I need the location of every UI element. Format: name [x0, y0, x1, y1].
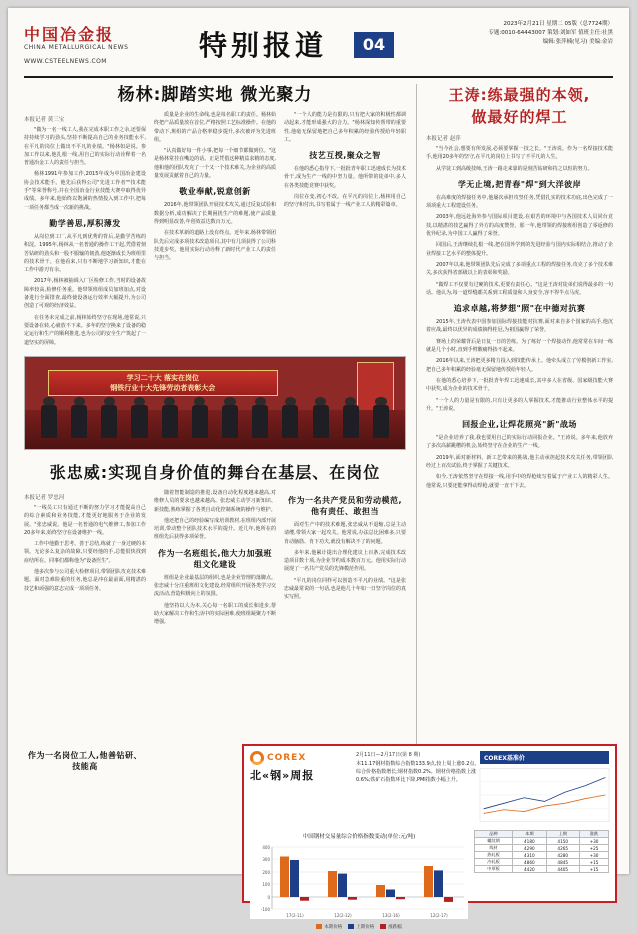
photo-person — [70, 397, 87, 437]
table-row — [475, 866, 609, 873]
paragraph: "是企业培养了我,我也要用自己的实际行动回报企业。"王涛说。多年来,他放弃了多次高薪跳槽的机会,始终坚守在企业的生产一线。 — [426, 435, 613, 450]
svg-text:100: 100 — [262, 882, 270, 887]
corex-panel-title: 北«钢»周报 — [250, 769, 315, 782]
paragraph: 回国后,王涛继续扎根一线,把在国外学到的先进经验与国内实际相结合,推动了企业焊接工艺水平的整体提升。 — [426, 242, 613, 257]
table-header-cell: 上期 — [546, 831, 579, 838]
svg-text:200: 200 — [262, 870, 270, 875]
publication-info — [488, 20, 613, 47]
paragraph: 多年来,他累计提出合理化建议上百条,完成技术改造项目数十项,为企业节约成本数百万元。他用实际行动展现了一名共产党员的先锋模范作用。 — [284, 549, 406, 573]
paragraph: 如今,王涛依然坚守在焊接一线,用手中的焊枪续写着属于产业工人的精彩人生。他常说,只要还能拿得动焊枪,就要一直干下去。 — [426, 474, 613, 489]
svg-text:0: 0 — [267, 895, 270, 900]
paragraph: 班组是企业最基层的组织,也是企业管理的落脚点。张忠威十分注重班组文化建设,经常组织开展各类学习交流活动,营造积极向上的氛围。 — [154, 574, 276, 598]
table-row — [475, 838, 609, 845]
pub-info-line-3: 编辑:张萍楠(见习) 美编:金岩 — [542, 39, 613, 45]
table-cell: 中厚板 — [475, 866, 513, 873]
table-cell: +15 — [579, 859, 608, 866]
corex-panel-header — [244, 746, 615, 830]
article-wang-subhead-3: 回报企业,让焊花照亮"新"战场 — [462, 420, 577, 430]
article-wang-subhead-1: 学无止境,把青春"焊"到大洋彼岸 — [457, 179, 582, 189]
photo-person — [342, 397, 359, 437]
table-header-cell: 品种 — [475, 831, 513, 838]
paragraph: 在他的悉心培养下,一批批青年焊工迅速成长,其中多人在省级、国家级技能大赛中获奖,成为企业的技术骨干。 — [426, 377, 613, 393]
paragraph: 他还把自己的经验编写成培训教材,在班组内部开展培训,带动整个团队技术水平的提升。近几年,他所在的班组先后获得多项荣誉。 — [154, 517, 276, 541]
article-wang-subhead-2: 追求卓越,将梦想"照"在中德对抗赛 — [453, 304, 586, 314]
article-yanglin-subhead-2: 敬业奉献,锐意创新 — [179, 187, 251, 197]
page-number-badge: 04 — [354, 32, 394, 58]
table-cell: 4280 — [546, 852, 579, 859]
paragraph: 从岗位到工厂,从平凡到优秀的背后,是勤学苦练的积淀。1995年,杨林从一名普通的操作工干起,凭借着刻苦钻研的劲头和一股不服输的韧劲,他逐渐成长为班组里的技术骨干。在他看来,只有不断地学习新知识,才能在工作中游刃有余。 — [24, 233, 146, 274]
corex-price-table — [474, 830, 609, 930]
table-cell: 螺纹钢 — [475, 838, 513, 845]
article-zhang-title: 张忠威:实现自身价值的舞台在基层、在岗位 — [49, 463, 381, 482]
photo-banner-text: 学习二十大 落实在岗位 钢铁行业十大先锋劳动者表彰大会 — [48, 370, 278, 396]
newspaper-page — [8, 8, 629, 930]
corex-logo — [250, 751, 354, 765]
table-row — [475, 859, 609, 866]
photo-person — [221, 397, 238, 437]
paragraph: 在他的悉心指导下,一批批青年职工迅速成长为技术骨干,成为生产一线的中坚力量。他所带的徒弟中,多人在各类技能竞赛中获奖。 — [284, 166, 406, 189]
publication-website: WWW.CSTEELNEWS.COM — [24, 58, 107, 65]
article-wangtao — [426, 84, 613, 493]
corex-line-chart — [480, 766, 609, 828]
svg-text:-100: -100 — [260, 907, 270, 912]
article-wang-title-line1: 王涛:练最强的本领, — [448, 86, 591, 104]
article-yanglin-subhead-1: 勤学善思,厚积薄发 — [49, 218, 121, 228]
table-header-cell: 涨跌 — [579, 831, 608, 838]
table-cell: 4860 — [513, 859, 546, 866]
paragraph: 质量是企业的生命线,也是每名职工的责任。杨林始终把产品质量放在首位,严格按照工艺标准操作。在他的带动下,班组的产品合格率稳步提升,多次被评为先进班组。 — [154, 112, 276, 143]
svg-text:400: 400 — [262, 845, 270, 850]
paragraph: "一个人的力量是有限的,只有让更多的人掌握技术,才能推动行业整体水平的提升。"王涛说。 — [426, 397, 613, 412]
svg-text:12(2-17): 12(2-17) — [430, 913, 448, 918]
article-photo — [24, 356, 406, 450]
table-cell: 热轧板 — [475, 852, 513, 859]
paragraph: 2007年以来,他带领团队先后完成了多项重点工程的焊接任务,攻克了多个技术难关,多次获得省部级以上的表彰和奖励。 — [426, 261, 613, 277]
table-cell: 4290 — [513, 845, 546, 852]
paragraph: "认真做好每一件小事,把每一个细节都做到位。"这是杨林常挂在嘴边的话。正是凭借这种精益求精的态度,他和他的团队攻克了一个又一个技术难关,为企业的高质量发展贡献着自己的力量。 — [154, 148, 276, 180]
paragraph: 在任务未完成之前,杨林始终坚守在现场,他常说,只要设备在转,心就放不下来。多年的坚守换来了设备的稳定运行和生产的顺利推进,也为公司的安全生产筑起了一道坚实的屏障。 — [24, 314, 146, 346]
paragraph: 在技术革新的道路上没有终点。近年来,杨林带领团队先后完成多项技术改造项目,其中有几项获得了公司科技进步奖。他用实际行动诠释了新时代产业工人的责任与担当。 — [154, 230, 276, 262]
svg-text:13(2-16): 13(2-16) — [382, 913, 400, 918]
paragraph: "一个人的能力是有限的,只有把大家的积极性都调动起来,才能形成强大的合力。"杨林深知传帮带的重要性,他毫无保留地把自己多年积累的经验传授给年轻职工。 — [284, 112, 406, 143]
corex-summary: 本11.17钢材指数综合指数133.9点,较上周上涨0.2点,综合价格指数增长;钢材指数0.2%。钢材价格指数上涨0.6%;铁矿石指数环比下降,PMI指数小幅上升。 — [356, 761, 476, 783]
photo-person — [131, 397, 148, 437]
photo-person — [252, 397, 269, 437]
photo-people-row — [40, 397, 390, 437]
paragraph: "做焊工不仅要有过硬的技术,更要有责任心。"这是王涛对徒弟们说得最多的一句话。他认为,每一道焊缝都关系到工程质量和人身安全,容不得半点马虎。 — [426, 281, 613, 296]
paragraph: 岗位在变,初心不改。在平凡的岗位上,杨林用自己的坚守和付出,书写着属于一线产业工人的精彩篇章。 — [284, 194, 406, 209]
corex-logo-icon — [250, 751, 264, 765]
paragraph: 2017年,杨林被抽调入厂区检修工作,当时的设备故障率较高,检修任务重。他带领班组成员加班加点,对设备进行全面排查,最终使设备运行效率大幅提升,为公司创造了可观的经济效益。 — [24, 278, 146, 310]
paragraph: 2015年,王涛代表中国参加国际焊接技能对抗赛,面对来自多个国家的高手,他沉着应战,最终以优异的成绩摘得桂冠,为祖国赢得了荣誉。 — [426, 319, 613, 334]
paragraph: 他坚持以人为本,关心每一名职工的成长和进步,帮助大家解决工作和生活中的实际困难,使班组凝聚力不断增强。 — [154, 602, 276, 626]
article-zhang-byline: 本报记者 罗忠河 — [24, 495, 65, 501]
table-cell: 4265 — [546, 845, 579, 852]
publication-logo-cn: 中国冶金报 — [24, 25, 115, 44]
table-cell: +25 — [579, 845, 608, 852]
legend-item: 本期价格 — [316, 924, 342, 930]
paragraph: 面对生产中的技术难题,张忠威从不退缩,总是主动请缨,带领大家一起攻关。他常说,办法总比困难多,只要肯动脑筋、肯下功夫,就没有解决不了的问题。 — [284, 522, 406, 545]
corex-date-range: 2月11日—2月17日(第 8 期) — [356, 752, 421, 758]
corex-logo-text: COREX — [267, 753, 307, 763]
article-yanglin-title: 杨林:脚踏实地 微光聚力 — [117, 85, 313, 105]
masthead — [24, 18, 613, 78]
table-cell: 4405 — [546, 866, 579, 873]
corex-weekly-panel — [242, 744, 617, 930]
photo-person — [161, 397, 178, 437]
photo-person — [312, 397, 329, 437]
article-yanglin — [24, 84, 406, 450]
article-wang-title-line2: 做最好的焊工 — [471, 108, 568, 126]
paragraph: 2016年以来,王涛把更多精力投入到技能传承上。他牵头成立了劳模创新工作室,把自己多年积累的经验毫无保留地传授给年轻人。 — [426, 358, 613, 373]
article-zhangzhongwei — [24, 462, 406, 776]
svg-text:12(2-12): 12(2-12) — [334, 913, 352, 918]
table-cell: 冷轧板 — [475, 859, 513, 866]
line-chart-svg — [480, 766, 609, 824]
paragraph: 杨林1991年参加工作,2015年成为中国冶金建设协会技术能手。他先后获得公司"先进工作者""技术能手"等荣誉称号,并在全国冶金行业技能大赛中取得优异成绩。多年来,他始终以饱满的热情投入到工作中,把每一项任务都当成一次新的挑战。 — [24, 171, 146, 211]
pub-info-line-2: 专题:0010-64443007 策划:刘如军 值班主任:社黑 — [488, 30, 613, 36]
table-cell: +30 — [579, 852, 608, 859]
article-zhang-subhead-2: 作为一名岗位工人,他善钻研、技能高 — [27, 750, 143, 771]
bar-chart-legend — [250, 924, 468, 930]
corex-benchmark-header: COREX基准价 — [480, 751, 609, 764]
paragraph: "一线员工只有通过不断的努力学习才能提高自己的综合素质和业务技能,才能更好地服务于企业的发展。"张忠威说。他是一名普通的电气维修工,参加工作20多年来,始终坚守在设备维护一线。 — [24, 505, 146, 536]
table-header-cell: 本期 — [513, 831, 546, 838]
photo-person — [40, 397, 57, 437]
table-cell: +15 — [579, 866, 608, 873]
paragraph: "做为一名一线工人,我在完成本职工作之余,还要保持持续学习的劲头,坚持不断提高自己的业务技能水平,在平凡的岗位上做出不平凡的业绩。"杨林如是说。参加工作以来,他扎根一线,用自己的实际行动诠释着一名普通冶金工人的责任与担当。 — [24, 127, 146, 167]
bar-chart-svg — [250, 841, 468, 919]
paragraph: 2003年,他远赴海外参与国际项目建设,在艰苦的环境中与各国技术人员同台竞技,以精湛的技艺赢得了外方的高度赞誉。那一年,他带领的焊接班组创造了零返修的优异纪录,为中国工人赢得了荣誉。 — [426, 214, 613, 238]
photo-person — [191, 397, 208, 437]
table-header-row — [475, 831, 609, 838]
paragraph: 随着智能制造的推进,设备自动化程度越来越高,对维修人员的要求也越来越高。张忠威主动学习新知识、新技能,熟练掌握了各类自动化控制系统的操作与维护。 — [154, 490, 276, 513]
table-cell: 4420 — [513, 866, 546, 873]
paragraph: 从学徒工到高级技师,王涛一路走来靠的是刻苦钻研和持之以恒的努力。 — [436, 165, 593, 172]
page-content — [24, 84, 613, 930]
photo-person — [372, 397, 389, 437]
paragraph: 赛场上的荣耀背后是日复一日的苦练。为了练好一个焊接动作,他常常在车间一练就是几个小时,直到手臂酸痛得抬不起来。 — [426, 338, 613, 354]
publication-logo-en: CHINA METALLURGICAL NEWS — [24, 44, 129, 51]
article-yanglin-byline: 本报记者 黄三宝 — [24, 117, 65, 123]
article-zhang-subhead-3: 作为一名共产党员和劳动模范,他有责任、敢担当 — [287, 496, 403, 516]
photo-person — [101, 397, 118, 437]
table-row — [475, 845, 609, 852]
table-cell: +30 — [579, 838, 608, 845]
bar-chart-title: 中国钢材交易量综合价格指数变动(单位:元/吨) — [302, 834, 416, 840]
article-wang-byline: 本报记者 赵萍 — [426, 136, 461, 142]
pub-info-line-1: 2023年2月21日 星期二 05版（总7724期） — [503, 21, 613, 27]
table-cell: 4180 — [513, 838, 546, 845]
photo-person — [282, 397, 299, 437]
paragraph: 2016年,他带领团队开展技术攻关,通过反复试验和数据分析,成功解决了长期困扰生产的难题,使产品质量得到明显改善,年创效益达数百万元。 — [154, 202, 276, 225]
paragraph: 他多次参与公司重大检修项目,带领团队攻克技术难题。面对急难险重的任务,他总是冲在最前面,用精湛的技艺和顽强的意志完成一项项任务。 — [24, 569, 146, 592]
article-yanglin-subhead-3: 技艺互授,聚众之智 — [309, 151, 381, 161]
svg-text:300: 300 — [262, 857, 270, 862]
paragraph: 在高难度的焊接任务中,他屡次承担攻坚任务,凭借扎实的技术功底,出色完成了一项项重大工程建设任务。 — [426, 194, 613, 210]
paragraph: 工作中他勤于思考、善于总结,练就了一身过硬的本领。无论多么复杂的故障,只要经他的手,总能很快找到症结所在。同事们都称他为"设备医生"。 — [24, 541, 146, 564]
table-cell: 线材 — [475, 845, 513, 852]
legend-item: 上期价格 — [348, 924, 374, 930]
corex-bar-chart — [250, 830, 468, 930]
paragraph: 2019年,面对新材料、新工艺带来的挑战,他主动承担起技术攻关任务,带领团队经过上百次试验,终于掌握了关键技术。 — [426, 454, 613, 470]
column-rule-1 — [416, 84, 417, 844]
table-cell: 4150 — [546, 838, 579, 845]
table-cell: 4845 — [546, 859, 579, 866]
section-title: 特别报道 — [199, 29, 328, 62]
paragraph: "平凡的岗位同样可以创造不平凡的业绩。"这是张忠威最常说的一句话,也是他几十年如一日坚守岗位的真实写照。 — [284, 577, 406, 601]
table-row — [475, 852, 609, 859]
legend-item: 涨跌幅 — [380, 924, 402, 930]
svg-text:17(2-11): 17(2-11) — [286, 913, 304, 918]
table-cell: 4310 — [513, 852, 546, 859]
price-table — [474, 830, 609, 873]
article-zhang-subhead-1: 作为一名班组长,他大力加强班组文化建设 — [157, 548, 273, 569]
paragraph: "当今社会,想要有所发展,必须要掌握一技之长。"王涛说。作为一名焊接技术能手,他用20多年的坚守,在平凡的岗位上书写了不平凡的人生。 — [426, 146, 613, 161]
